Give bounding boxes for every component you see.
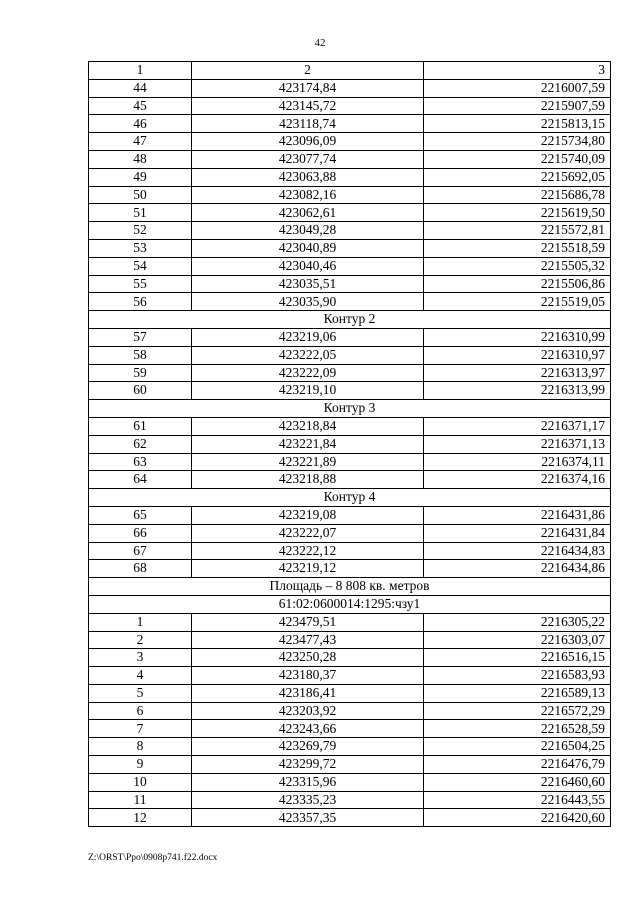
- table-row: [89, 791, 611, 809]
- point-number-cell: 11: [89, 791, 192, 809]
- section-row: [89, 578, 611, 596]
- section-row: [89, 311, 611, 329]
- table-row: [89, 293, 611, 311]
- section-label: Контур 4: [89, 489, 611, 507]
- table-row: [89, 471, 611, 489]
- coordinates-table: [88, 61, 611, 827]
- x-coordinate-cell: 423145,72: [192, 97, 424, 115]
- point-number-cell: 46: [89, 115, 192, 133]
- point-number-cell: 56: [89, 293, 192, 311]
- table-row: [89, 453, 611, 471]
- table-row: [89, 667, 611, 685]
- y-coordinate-cell: 2216374,16: [424, 471, 611, 489]
- point-number-cell: 5: [89, 684, 192, 702]
- x-coordinate-cell: 423219,06: [192, 328, 424, 346]
- x-coordinate-cell: 423082,16: [192, 186, 424, 204]
- y-coordinate-cell: 2216310,99: [424, 328, 611, 346]
- y-coordinate-cell: 2216313,99: [424, 382, 611, 400]
- table-row: [89, 204, 611, 222]
- table-row: [89, 257, 611, 275]
- x-coordinate-cell: 423477,43: [192, 631, 424, 649]
- x-coordinate-cell: 423222,07: [192, 524, 424, 542]
- table-row: [89, 382, 611, 400]
- table-row: [89, 364, 611, 382]
- point-number-cell: 59: [89, 364, 192, 382]
- x-coordinate-cell: 423040,46: [192, 257, 424, 275]
- x-coordinate-cell: 423222,12: [192, 542, 424, 560]
- table-row: [89, 417, 611, 435]
- y-coordinate-cell: 2215740,09: [424, 150, 611, 168]
- y-coordinate-cell: 2215907,59: [424, 97, 611, 115]
- y-coordinate-cell: 2215734,80: [424, 133, 611, 151]
- table-row: [89, 773, 611, 791]
- y-coordinate-cell: 2216303,07: [424, 631, 611, 649]
- point-number-cell: 6: [89, 702, 192, 720]
- table-row: [89, 684, 611, 702]
- y-coordinate-cell: 2216431,84: [424, 524, 611, 542]
- y-coordinate-cell: 2216420,60: [424, 809, 611, 827]
- y-coordinate-cell: 2216516,15: [424, 649, 611, 667]
- point-number-cell: 10: [89, 773, 192, 791]
- x-coordinate-cell: 423269,79: [192, 738, 424, 756]
- x-coordinate-cell: 423203,92: [192, 702, 424, 720]
- y-coordinate-cell: 2216434,83: [424, 542, 611, 560]
- point-number-cell: 51: [89, 204, 192, 222]
- y-coordinate-cell: 2216371,13: [424, 435, 611, 453]
- table-row: [89, 631, 611, 649]
- x-coordinate-cell: 423035,90: [192, 293, 424, 311]
- x-coordinate-cell: 423049,28: [192, 222, 424, 240]
- y-coordinate-cell: 2215686,78: [424, 186, 611, 204]
- point-number-cell: 55: [89, 275, 192, 293]
- y-coordinate-cell: 2216572,29: [424, 702, 611, 720]
- y-coordinate-cell: 2216528,59: [424, 720, 611, 738]
- x-coordinate-cell: 423219,08: [192, 506, 424, 524]
- x-coordinate-cell: 423186,41: [192, 684, 424, 702]
- table-row: [89, 560, 611, 578]
- table-row: [89, 115, 611, 133]
- y-coordinate-cell: 2215519,05: [424, 293, 611, 311]
- point-number-cell: 9: [89, 756, 192, 774]
- x-coordinate-cell: 423222,05: [192, 346, 424, 364]
- table-row: [89, 346, 611, 364]
- y-coordinate-cell: 2216589,13: [424, 684, 611, 702]
- page-number: 42: [314, 37, 326, 49]
- y-coordinate-cell: 2215518,59: [424, 239, 611, 257]
- y-coordinate-cell: 2216476,79: [424, 756, 611, 774]
- table-row: [89, 524, 611, 542]
- point-number-cell: 50: [89, 186, 192, 204]
- x-coordinate-cell: 423222,09: [192, 364, 424, 382]
- table-row: [89, 613, 611, 631]
- section-label: Контур 2: [89, 311, 611, 329]
- y-coordinate-cell: 2215692,05: [424, 168, 611, 186]
- table-row: [89, 168, 611, 186]
- x-coordinate-cell: 423479,51: [192, 613, 424, 631]
- x-coordinate-cell: 423077,74: [192, 150, 424, 168]
- x-coordinate-cell: 423035,51: [192, 275, 424, 293]
- point-number-cell: 1: [89, 613, 192, 631]
- x-coordinate-cell: 423299,72: [192, 756, 424, 774]
- table-row: [89, 239, 611, 257]
- point-number-cell: 66: [89, 524, 192, 542]
- section-label: 61:02:0600014:1295:чзу1: [89, 595, 611, 613]
- y-coordinate-cell: 2216443,55: [424, 791, 611, 809]
- point-number-cell: 61: [89, 417, 192, 435]
- y-coordinate-cell: 2216310,97: [424, 346, 611, 364]
- point-number-cell: 2: [89, 631, 192, 649]
- table-row: [89, 435, 611, 453]
- table-row: [89, 542, 611, 560]
- point-number-cell: 47: [89, 133, 192, 151]
- y-coordinate-cell: 2215619,50: [424, 204, 611, 222]
- y-coordinate-cell: 2216583,93: [424, 667, 611, 685]
- table-header-row: [89, 62, 611, 80]
- table-row: [89, 133, 611, 151]
- section-row: [89, 489, 611, 507]
- point-number-cell: 48: [89, 150, 192, 168]
- table-row: [89, 506, 611, 524]
- table-row: [89, 328, 611, 346]
- y-coordinate-cell: 2216371,17: [424, 417, 611, 435]
- point-number-cell: 8: [89, 738, 192, 756]
- file-path-footer: Z:\ORST\Ppo\0908p741.f22.docx: [88, 853, 218, 863]
- x-coordinate-cell: 423243,66: [192, 720, 424, 738]
- table-row: [89, 79, 611, 97]
- y-coordinate-cell: 2216007,59: [424, 79, 611, 97]
- point-number-cell: 7: [89, 720, 192, 738]
- y-coordinate-cell: 2216305,22: [424, 613, 611, 631]
- table-row: [89, 738, 611, 756]
- x-coordinate-cell: 423040,89: [192, 239, 424, 257]
- y-coordinate-cell: 2215506,86: [424, 275, 611, 293]
- table-row: [89, 702, 611, 720]
- y-coordinate-cell: 2215572,81: [424, 222, 611, 240]
- x-coordinate-cell: 423218,84: [192, 417, 424, 435]
- x-coordinate-cell: 423063,88: [192, 168, 424, 186]
- coordinates-table-body: [89, 62, 611, 827]
- y-coordinate-cell: 2215505,32: [424, 257, 611, 275]
- x-coordinate-cell: 423250,28: [192, 649, 424, 667]
- point-number-cell: 67: [89, 542, 192, 560]
- x-coordinate-cell: 423096,09: [192, 133, 424, 151]
- point-number-cell: 62: [89, 435, 192, 453]
- x-coordinate-cell: 423221,84: [192, 435, 424, 453]
- x-coordinate-cell: 423118,74: [192, 115, 424, 133]
- column-header-2: 2: [192, 62, 424, 80]
- point-number-cell: 57: [89, 328, 192, 346]
- point-number-cell: 3: [89, 649, 192, 667]
- x-coordinate-cell: 423219,12: [192, 560, 424, 578]
- point-number-cell: 44: [89, 79, 192, 97]
- section-label: Контур 3: [89, 400, 611, 418]
- point-number-cell: 64: [89, 471, 192, 489]
- y-coordinate-cell: 2216504,25: [424, 738, 611, 756]
- section-row: [89, 595, 611, 613]
- section-row: [89, 400, 611, 418]
- table-row: [89, 809, 611, 827]
- point-number-cell: 58: [89, 346, 192, 364]
- x-coordinate-cell: 423357,35: [192, 809, 424, 827]
- x-coordinate-cell: 423174,84: [192, 79, 424, 97]
- point-number-cell: 52: [89, 222, 192, 240]
- column-header-1: 1: [89, 62, 192, 80]
- x-coordinate-cell: 423062,61: [192, 204, 424, 222]
- point-number-cell: 68: [89, 560, 192, 578]
- x-coordinate-cell: 423315,96: [192, 773, 424, 791]
- y-coordinate-cell: 2215813,15: [424, 115, 611, 133]
- x-coordinate-cell: 423335,23: [192, 791, 424, 809]
- point-number-cell: 60: [89, 382, 192, 400]
- y-coordinate-cell: 2216431,86: [424, 506, 611, 524]
- column-header-3: 3: [424, 62, 611, 80]
- y-coordinate-cell: 2216374,11: [424, 453, 611, 471]
- point-number-cell: 54: [89, 257, 192, 275]
- point-number-cell: 63: [89, 453, 192, 471]
- point-number-cell: 4: [89, 667, 192, 685]
- x-coordinate-cell: 423218,88: [192, 471, 424, 489]
- point-number-cell: 45: [89, 97, 192, 115]
- y-coordinate-cell: 2216460,60: [424, 773, 611, 791]
- section-label: Площадь – 8 808 кв. метров: [89, 578, 611, 596]
- y-coordinate-cell: 2216434,86: [424, 560, 611, 578]
- y-coordinate-cell: 2216313,97: [424, 364, 611, 382]
- table-row: [89, 649, 611, 667]
- table-row: [89, 186, 611, 204]
- table-row: [89, 150, 611, 168]
- x-coordinate-cell: 423221,89: [192, 453, 424, 471]
- table-row: [89, 275, 611, 293]
- table-row: [89, 222, 611, 240]
- table-row: [89, 720, 611, 738]
- point-number-cell: 65: [89, 506, 192, 524]
- table-row: [89, 97, 611, 115]
- x-coordinate-cell: 423180,37: [192, 667, 424, 685]
- table-row: [89, 756, 611, 774]
- point-number-cell: 49: [89, 168, 192, 186]
- point-number-cell: 12: [89, 809, 192, 827]
- point-number-cell: 53: [89, 239, 192, 257]
- x-coordinate-cell: 423219,10: [192, 382, 424, 400]
